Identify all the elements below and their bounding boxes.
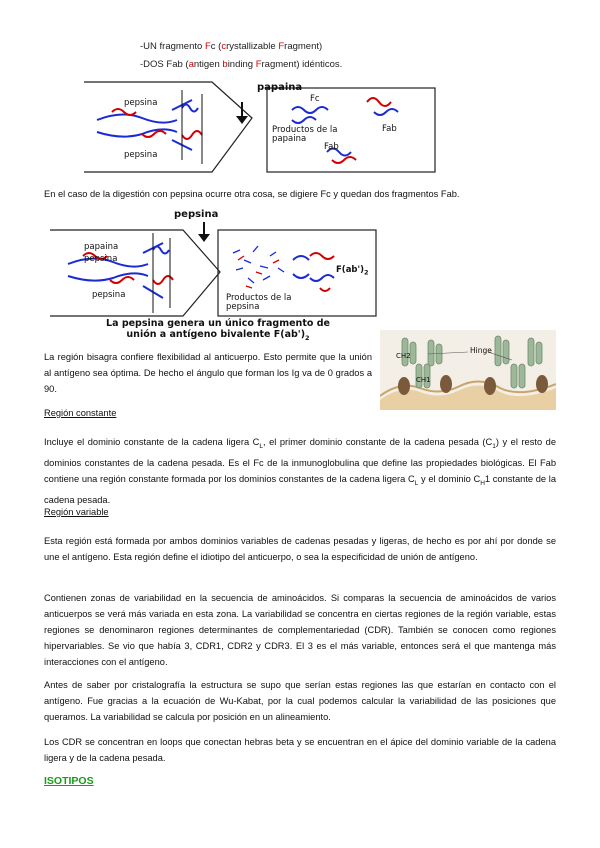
hinge-label: Hinge — [470, 346, 492, 355]
fab-label-2: Fab — [324, 142, 339, 152]
ch1-label: CH1 — [416, 376, 431, 384]
papaina-site-label: papaina — [84, 242, 119, 252]
papaina-label: papaina — [257, 82, 303, 93]
pepsin-figure-caption: La pepsina genera un único fragmento de unión a antígeno bivalente $F(ab')_2$ — [106, 318, 330, 342]
hinge-flexibility-figure — [380, 330, 556, 410]
ch2-label: CH2 — [396, 352, 411, 360]
constant-region-heading: Región constante — [44, 408, 117, 418]
pepsina-site-label-1: pepsina — [84, 254, 118, 264]
pepsin-digestion-figure — [48, 208, 378, 342]
pepsin-products-label: Productos de la pepsina — [226, 293, 292, 312]
hinge-paragraph: La región bisagra confiere flexibilidad al anticuerpo. Esto permite que la unión al antígeno sea óptima. De hecho el ángulo que forman los Ig va de 0 grados a 90. — [44, 352, 372, 394]
papain-digestion-figure — [82, 80, 437, 174]
variable-region-paragraph-3: Antes de saber por cristalografía la estructura se supo que serían estas regiones las que estarían en contacto con el antígeno. Fue gracias a la ecuación de Wu-Kabat, por la cual podemos calcular la variabilidad de las posiciones que queramos. La variabilidad se calcula por posición en un alineamiento. — [44, 680, 556, 722]
papain-products-label: Productos de la papaina — [272, 125, 338, 144]
variable-region-paragraph-2: Contienen zonas de variabilidad en la secuencia de aminoácidos. Si comparas la secuencia de aminoácidos de varios anticuerpos se verá más variada en esta zona. La variabilidad se concentra en ciertas regiones de la región variable, estas regiones se denominaron regiones determinantes de complementariedad (CDR). También se conocen como regiones hipervariables. Se vio que había 3, CDR1, CDR2 y CDR3. El 3 es el más variable, entonces será el que mantenga más interacciones con el antígeno. — [44, 593, 556, 667]
fc-fragment-line: -UN fragmento Fc (crystallizable Fragment) — [140, 41, 323, 52]
pepsina-site-label-top: pepsina — [124, 98, 158, 108]
isotipos-heading: ISOTIPOS — [44, 775, 94, 787]
constant-region-paragraph: Incluye el dominio constante de la cadena ligera $C_L$, el primer dominio constante de la cadena pesada $(C_1)$ y el resto de dominios constantes de la cadena pesada. Es el Fc de la inmunoglobulina que define las propiedades biológicas. El Fab contiene una región constante formada por los dominios constantes de la cadena ligera $C_L$ y el dominio $C_H1$ constante de la cadena pesada. — [44, 437, 556, 505]
fc-label: Fc — [310, 94, 320, 104]
variable-region-heading: Región variable — [44, 507, 109, 517]
fab-label-1: Fab — [382, 124, 397, 134]
fab-fragment-line: -DOS Fab (antigen binding Fragment) idénticos. — [140, 59, 343, 70]
pepsin-intro-text: En el caso de la digestión con pepsina ocurre otra cosa, se digiere Fc y quedan dos fragmentos Fab. — [44, 189, 460, 199]
pepsina-enzyme-label: pepsina — [174, 209, 219, 220]
fab2-label: $F(ab')_2$ — [336, 265, 369, 277]
hinge-diagram — [380, 330, 556, 410]
variable-region-paragraph-1: Esta región está formada por ambos dominios variables de cadenas pesadas y ligeras, de hecho es por ahí por donde se une el antígeno. Esta región define el idiotipo del anticuerpo, o sea la especificidad de unión de antígeno. — [44, 536, 556, 562]
pepsina-site-label-2: pepsina — [92, 290, 126, 300]
variable-region-paragraph-4: Los CDR se concentran en loops que conectan hebras beta y se encuentran en el ápice del dominio variable de la cadena ligera y de la cadena pesada. — [44, 737, 556, 763]
pepsina-site-label-bottom: pepsina — [124, 150, 158, 160]
